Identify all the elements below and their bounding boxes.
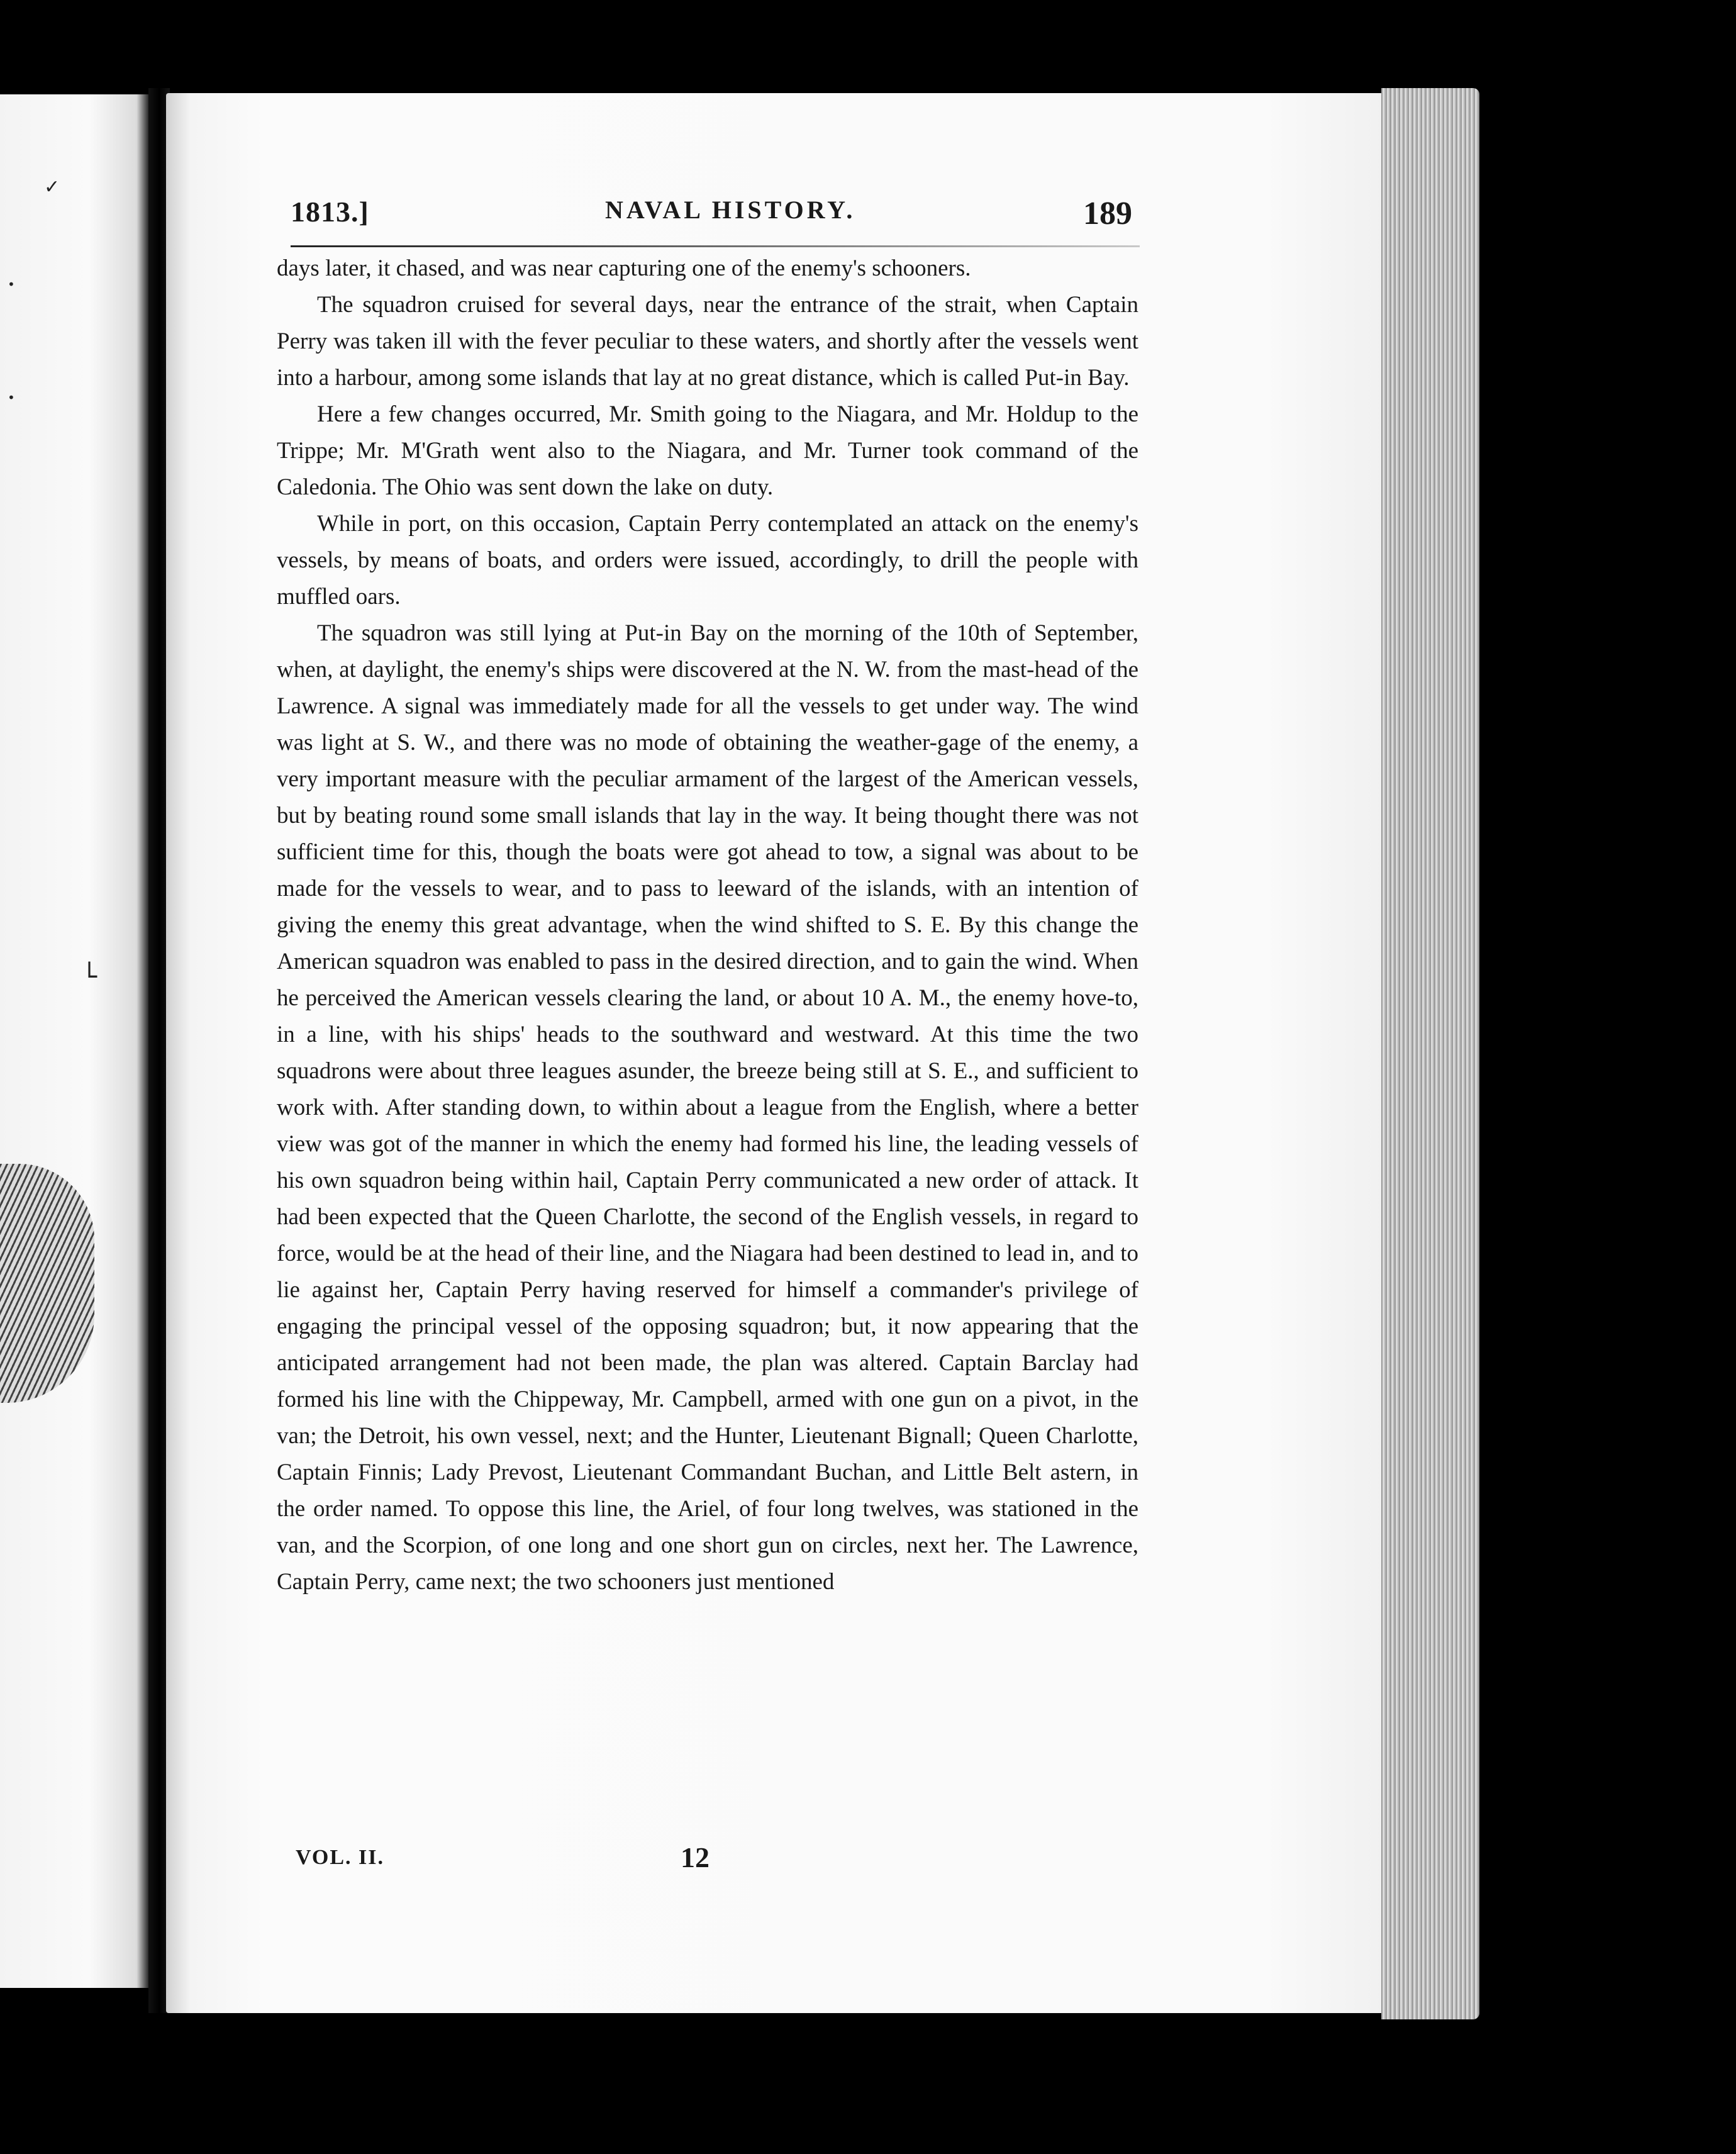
running-title: NAVAL HISTORY.: [605, 196, 856, 224]
paragraph: The squadron cruised for several days, near the entrance of the strait, when Captain Perry was taken ill with the fever peculiar to these waters, and shortly after the vessels went into a harbour, among some islands that lay at no great distance, which is called Put-in Bay.: [277, 292, 1138, 391]
volume-label: VOL. II.: [296, 1846, 384, 1869]
facing-page-left: [0, 94, 148, 1988]
margin-mark: ✓: [44, 176, 60, 198]
margin-dot: •: [8, 390, 15, 405]
header-rule: [291, 245, 1140, 247]
paragraph: While in port, on this occasion, Captain Perry contemplated an attack on the enemy's vessels, by means of boats, and orders were issued, accordingly, to drill the people with muffled oars.: [277, 511, 1138, 610]
body-text: [277, 250, 1138, 1600]
margin-dot: •: [8, 277, 15, 292]
header-year: 1813.]: [291, 196, 369, 228]
paragraph: days later, it chased, and was near capturing one of the enemy's schooners.: [277, 255, 971, 281]
margin-mark: └: [82, 963, 97, 991]
signature-mark: 12: [681, 1841, 709, 1873]
engraving-illustration: [0, 1164, 94, 1403]
paragraph: Here a few changes occurred, Mr. Smith going to the Niagara, and Mr. Holdup to the Trippe; Mr. M'Grath went also to the Niagara, and Mr. Turner took command of the Caledonia. The Ohio was sent down the lake on duty.: [277, 401, 1138, 500]
page-fore-edge: [1381, 88, 1479, 2019]
paragraph: The squadron was still lying at Put-in Bay on the morning of the 10th of September, when, at daylight, the enemy's ships were discovered at the N. W. from the mast-head of the Lawrence. A signal was immediately made for all the vessels to get under way. The wind was light at S. W., and there was no mode of obtaining the weather-gage of the enemy, a very important measure with the peculiar armament of the largest of the American vessels, but by beating round some small islands that lay in the way. It being thought there was not sufficient time for this, though the boats were got ahead to tow, a signal was about to be made for the vessels to wear, and to pass to leeward of the islands, with an intention of giving the enemy this great advantage, when the wind shifted to S. E. By this change the American squadron was enabled to pass in the desired direction, and to gain the wind. When he perceived the American vessels clearing the land, or about 10 A. M., the enemy hove-to, in a line, with his ships' heads to the southward and westward. At this time the two squadrons were about three leagues asunder, the breeze being still at S. E., and sufficient to work with. After standing down, to within about a league from the English, where a better view was got of the manner in which the enemy had formed his line, the leading vessels of his own squadron being within hail, Captain Perry communicated a new order of attack. It had been expected that the Queen Charlotte, the second of the English vessels, in regard to force, would be at the head of their line, and the Niagara had been destined to lead in, and to lie against her, Captain Perry having reserved for himself a commander's privilege of engaging the principal vessel of the opposing squadron; but, it now appearing that the anticipated arrangement had not been made, the plan was altered. Captain Barclay had formed his line with the Chippeway, Mr. Campbell, armed with one gun on a pivot, in the van; the Detroit, his own vessel, next; and the Hunter, Lieutenant Bignall; Queen Charlotte, Captain Finnis; Lady Prevost, Lieutenant Commandant Buchan, and Little Belt astern, in the order named. To oppose this line, the Ariel, of four long twelves, was stationed in the van, and the Scorpion, of one long and one short gun on circles, next her. The Lawrence, Captain Perry, came next; the two schooners just mentioned: [277, 620, 1138, 1595]
page-number: 189: [1083, 196, 1132, 232]
